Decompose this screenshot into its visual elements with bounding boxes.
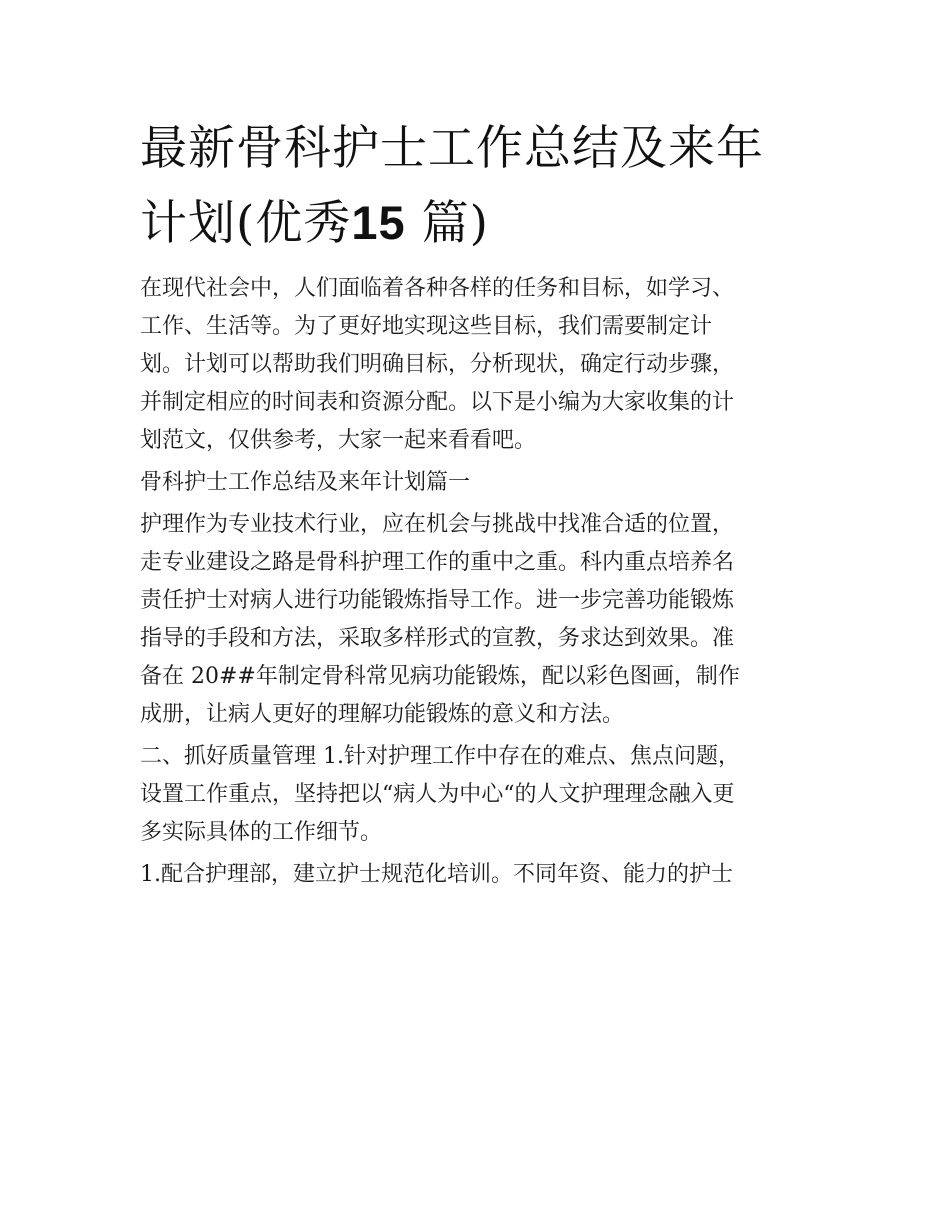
title-suffix: 篇) — [405, 196, 489, 251]
body-paragraph-1 — [140, 506, 812, 734]
paragraph-line: 在现代社会中，人们面临着各种各样的任务和目标，如学习、 — [140, 276, 735, 301]
paragraph-line: 责任护士对病人进行功能锻炼指导工作。进一步完善功能锻炼 — [140, 588, 735, 613]
body-paragraph-2 — [140, 738, 812, 852]
section-heading-text: 骨科护士工作总结及来年计划篇一 — [140, 470, 471, 495]
paragraph-line: 指导的手段和方法，采取多样形式的宣教，务求达到效果。准 — [140, 626, 735, 651]
paragraph-line: 多实际具体的工作细节。 — [140, 820, 383, 845]
paragraph-line: 划。计划可以帮助我们明确目标，分析现状，确定行动步骤， — [140, 352, 735, 377]
title-prefix: 计划(优秀 — [140, 196, 352, 251]
document-title — [140, 112, 812, 260]
paragraph-line: 工作、生活等。为了更好地实现这些目标，我们需要制定计 — [140, 314, 713, 339]
document-body — [140, 112, 812, 894]
intro-paragraph — [140, 270, 812, 460]
paragraph-line: 走专业建设之路是骨科护理工作的重中之重。科内重点培养名 — [140, 550, 735, 575]
paragraph-line: 护理作为专业技术行业，应在机会与挑战中找准合适的位置， — [140, 512, 735, 537]
paragraph-line: 备在 20##年制定骨科常见病功能锻炼，配以彩色图画，制作 — [140, 664, 740, 689]
paragraph-line: 1.配合护理部，建立护士规范化培训。不同年资、能力的护士 — [140, 862, 733, 887]
paragraph-line: 划范文，仅供参考，大家一起来看看吧。 — [140, 428, 537, 453]
paragraph-line: 设置工作重点，坚持把以“病人为中心“的人文护理理念融入更 — [140, 782, 735, 807]
paragraph-line: 二、抓好质量管理 1.针对护理工作中存在的难点、焦点问题， — [140, 744, 740, 769]
title-count: 15 — [351, 196, 406, 249]
paragraph-line: 并制定相应的时间表和资源分配。以下是小编为大家收集的计 — [140, 390, 735, 415]
title-line-1: 最新骨科护士工作总结及来年 — [140, 121, 764, 176]
paragraph-line: 成册，让病人更好的理解功能锻炼的意义和方法。 — [140, 702, 625, 727]
section-heading — [140, 464, 812, 502]
body-paragraph-3 — [140, 856, 812, 894]
title-line-2 — [140, 186, 812, 260]
